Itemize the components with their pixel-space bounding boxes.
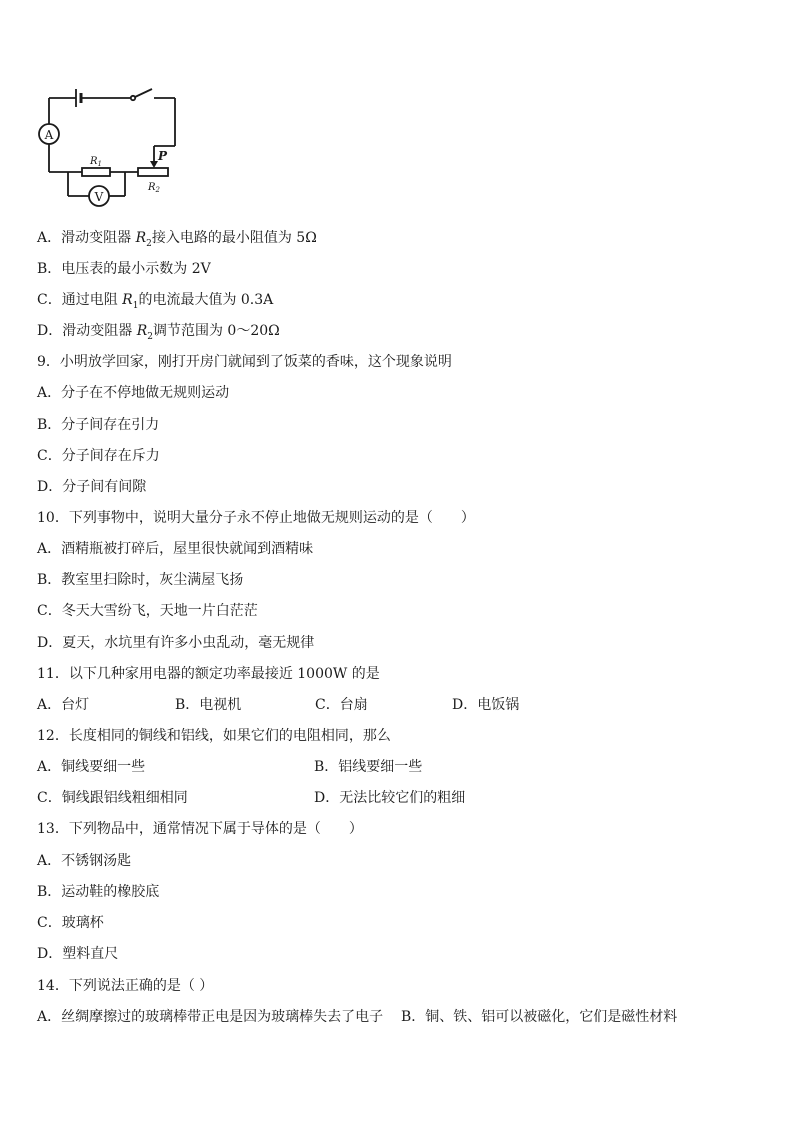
q8-option-c: C．通过电阻 $R_1$的电流最大值为 0.3A (37, 292, 274, 311)
circuit-diagram (36, 84, 186, 210)
q12-option-a: A．铜线要细一些 (37, 759, 146, 775)
q12-option-b: B．铝线要细一些 (314, 759, 423, 775)
slider-arrowhead (150, 161, 158, 168)
slider-label: P (158, 149, 168, 163)
q14-stem: 14．下列说法正确的是（ ） (37, 978, 214, 994)
q10-option-a: A．酒精瓶被打碎后，屋里很快就闻到酒精味 (37, 541, 314, 557)
q12-stem: 12．长度相同的铜线和铝线，如果它们的电阻相同，那么 (37, 728, 391, 744)
q11-option-c: C．台扇 (315, 697, 368, 713)
q13-stem: 13．下列物品中，通常情况下属于导体的是（ ） (37, 821, 363, 837)
ammeter-label: A (44, 128, 54, 142)
q9-option-a: A．分子在不停地做无规则运动 (37, 385, 230, 401)
q11-option-b: B．电视机 (175, 697, 242, 713)
switch-contact (131, 96, 135, 100)
q10-stem: 10．下列事物中，说明大量分子永不停止地做无规则运动的是（ ） (37, 510, 475, 526)
q14-option-a: A．丝绸摩擦过的玻璃棒带正电是因为玻璃棒失去了电子 (37, 1009, 384, 1025)
q13-option-c: C．玻璃杯 (37, 915, 104, 931)
q9-option-b: B．分子间存在引力 (37, 417, 160, 433)
q9-option-c: C．分子间存在斥力 (37, 448, 160, 464)
q13-option-b: B．运动鞋的橡胶底 (37, 884, 160, 900)
resistor-r2 (138, 168, 168, 176)
q13-option-a: A．不锈钢汤匙 (37, 853, 132, 869)
q8-option-d: D．滑动变阻器 $R_2$调节范围为 0～20Ω (37, 323, 280, 342)
q10-option-c: C．冬天大雪纷飞，天地一片白茫茫 (37, 603, 258, 619)
q11-option-a: A．台灯 (37, 697, 90, 713)
r1-label: $R_1$ (90, 156, 102, 168)
q14-option-b: B．铜、铁、铝可以被磁化，它们是磁性材料 (401, 1009, 678, 1025)
q13-option-d: D．塑料直尺 (37, 946, 119, 962)
q11-option-d: D．电饭锅 (452, 697, 520, 713)
q12-option-d: D．无法比较它们的粗细 (314, 790, 466, 806)
switch-lever (135, 89, 152, 97)
voltmeter-label: V (94, 190, 104, 204)
q9-option-d: D．分子间有间隙 (37, 479, 147, 495)
q10-option-d: D．夏天，水坑里有许多小虫乱动，毫无规律 (37, 635, 315, 651)
q12-option-c: C．铜线跟铝线粗细相同 (37, 790, 188, 806)
r2-label: $R_2$ (148, 182, 160, 194)
q8-option-a: A．滑动变阻器 $R_2$接入电路的最小阻值为 5Ω (37, 230, 317, 249)
resistor-r1 (82, 168, 110, 176)
q8-option-b: B．电压表的最小示数为 2V (37, 261, 211, 277)
q9-stem: 9．小明放学回家，刚打开房门就闻到了饭菜的香味，这个现象说明 (37, 354, 452, 370)
q11-stem: 11．以下几种家用电器的额定功率最接近 1000W 的是 (37, 666, 380, 682)
q10-option-b: B．教室里扫除时，灰尘满屋飞扬 (37, 572, 244, 588)
